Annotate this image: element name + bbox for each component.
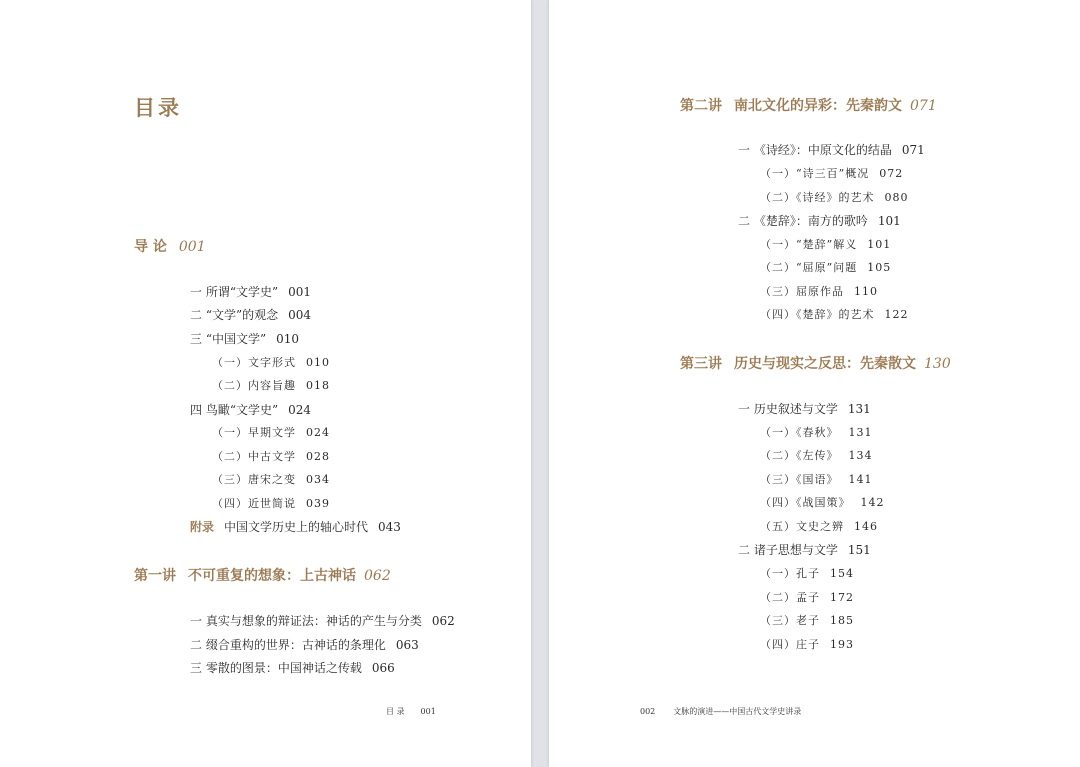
toc-entry[interactable]: 一 所谓“文学史” 001 [190,285,311,299]
toc-subentry[interactable]: （三）《国语》 141 [760,473,873,486]
toc-entry[interactable]: 三 “中国文学” 010 [190,332,299,346]
toc-entry[interactable]: 四 鸟瞰“文学史” 024 [190,403,311,417]
lecture3-label: 第三讲 [680,356,722,372]
toc-entry[interactable]: 一 《诗经》：中原文化的结晶 071 [738,143,925,157]
footer-label: 目 录 [386,707,405,716]
toc-entry[interactable]: 一 历史叙述与文学 131 [738,402,871,416]
toc-entry[interactable]: 二 “文学”的观念 004 [190,308,311,322]
toc-subentry[interactable]: （四）《战国策》 142 [760,496,885,509]
toc-subentry[interactable]: （四）庄子 193 [760,638,854,651]
toc-subentry[interactable]: （一）文字形式 010 [212,356,330,369]
lecture1-title: 不可重复的想象：上古神话 [188,568,356,584]
toc-subentry[interactable]: （四）近世简说 039 [212,497,330,510]
lecture3-heading[interactable] [680,353,951,373]
right-page [549,0,1080,767]
footer-page: 002 [640,707,656,716]
toc-entry[interactable]: 二 《楚辞》：南方的歌吟 101 [738,214,901,228]
toc-subentry[interactable]: （四）《楚辞》的艺术 122 [760,308,909,321]
right-footer [640,706,801,717]
toc-subentry[interactable]: （二）《诗经》的艺术 080 [760,191,909,204]
toc-subentry[interactable]: （三）屈原作品 110 [760,285,878,298]
lecture2-label: 第二讲 [680,98,722,114]
lecture1-page: 062 [364,568,391,584]
intro-heading[interactable] [134,236,206,256]
toc-subentry[interactable]: （二）《左传》 134 [760,449,873,462]
left-footer [386,706,436,717]
lecture2-heading[interactable] [680,95,937,115]
toc-subentry[interactable]: （一）早期文学 024 [212,426,330,439]
toc-subentry[interactable]: （一）孔子 154 [760,567,854,580]
lecture1-label: 第一讲 [134,568,176,584]
lecture2-page: 071 [910,98,937,114]
appendix-entry[interactable] [190,518,401,535]
appendix-page: 043 [378,520,401,534]
appendix-label: 附录 [190,520,215,534]
toc-entry[interactable]: 二 缀合重构的世界：古神话的条理化 063 [190,638,419,652]
toc-subentry[interactable]: （一）“楚辞”解义 101 [760,238,892,251]
lecture2-title: 南北文化的异彩：先秦韵文 [734,98,902,114]
toc-subentry[interactable]: （三）老子 185 [760,614,854,627]
toc-entry[interactable]: 三 零散的图景：中国神话之传载 066 [190,661,395,675]
toc-subentry[interactable]: （二）内容旨趣 018 [212,379,330,392]
appendix-text: 中国文学历史上的轴心时代 [224,520,369,534]
lecture3-title: 历史与现实之反思：先秦散文 [734,356,916,372]
toc-subentry[interactable]: （二）中古文学 028 [212,450,330,463]
footer-book-title: 文脉的演进——中国古代文学史讲录 [673,707,802,716]
toc-title: 目录 [134,95,182,120]
toc-entry[interactable]: 一 真实与想象的辩证法：神话的产生与分类 062 [190,614,455,628]
toc-subentry[interactable]: （二）孟子 172 [760,591,854,604]
toc-subentry[interactable]: （二）“屈原”问题 105 [760,261,892,274]
toc-subentry[interactable]: （一）“诗三百”概况 072 [760,167,904,180]
toc-entry[interactable]: 二 诸子思想与文学 151 [738,543,871,557]
toc-subentry[interactable]: （五）文史之辨 146 [760,520,878,533]
lecture1-heading[interactable] [134,565,391,585]
toc-subentry[interactable]: （一）《春秋》 131 [760,426,873,439]
left-page [0,0,531,767]
footer-page: 001 [420,707,436,716]
lecture3-page: 130 [924,356,951,372]
intro-page: 001 [178,239,206,255]
intro-label: 导 论 [134,239,167,255]
toc-subentry[interactable]: （三）唐宋之变 034 [212,473,330,486]
